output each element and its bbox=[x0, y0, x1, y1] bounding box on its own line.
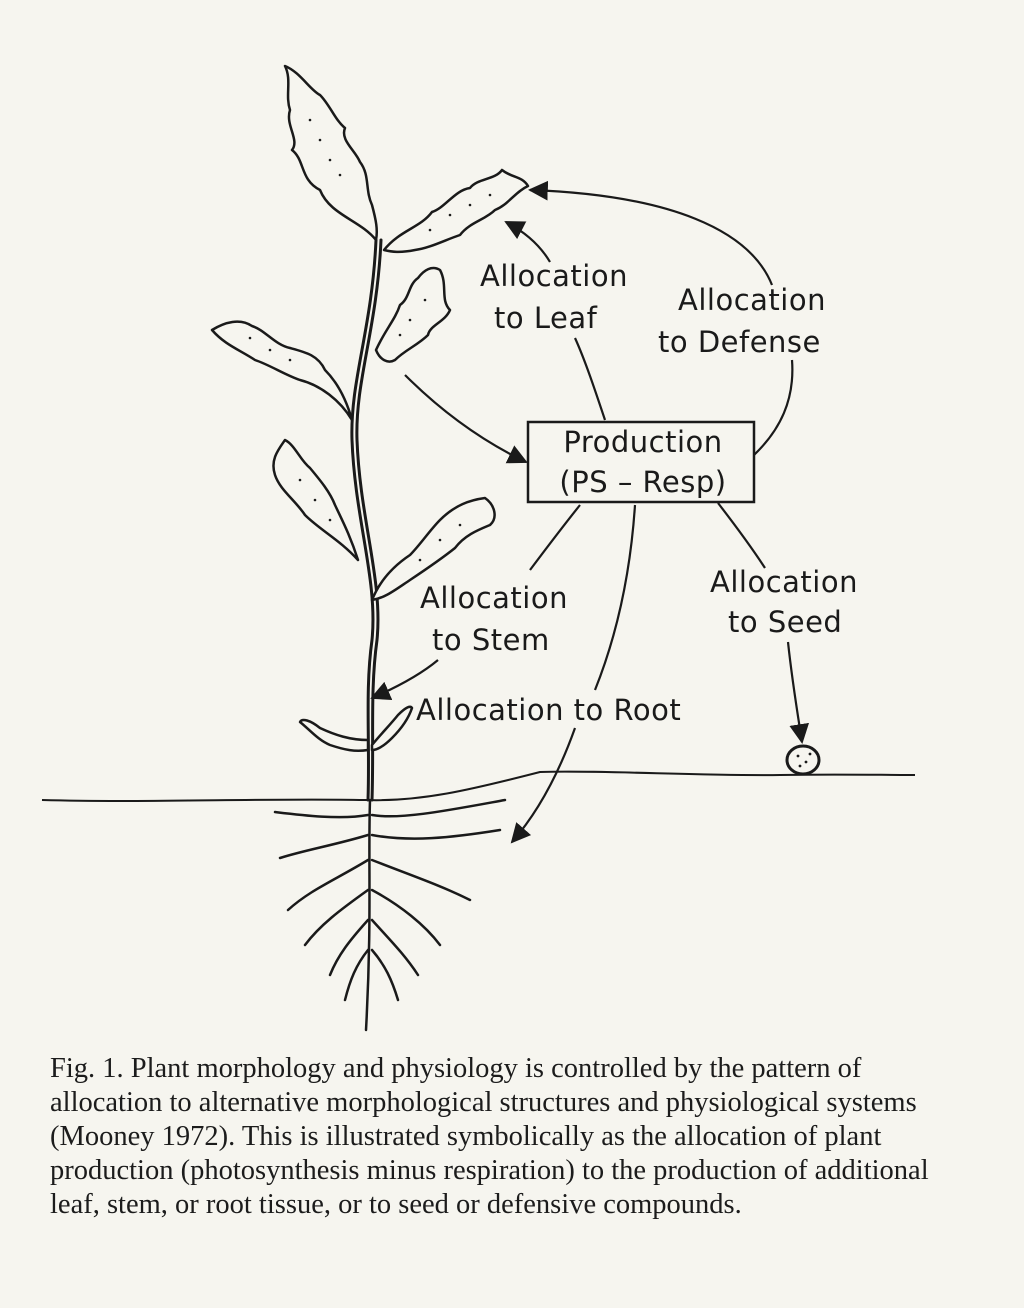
label-leaf-line2: to Leaf bbox=[494, 301, 598, 335]
leaf-mid-left bbox=[212, 322, 352, 420]
arrow-leaf-to-production bbox=[405, 375, 526, 462]
label-seed-line2: to Seed bbox=[728, 605, 843, 639]
production-formula: (PS – Resp) bbox=[559, 465, 727, 499]
seed bbox=[787, 746, 819, 774]
arrow-to-defense bbox=[754, 360, 792, 455]
label-defense-line1: Allocation bbox=[678, 283, 826, 317]
arrow-to-stem bbox=[530, 505, 580, 570]
ground-line bbox=[42, 772, 915, 801]
label-root: Allocation to Root bbox=[416, 693, 682, 727]
leaf-basal-left bbox=[300, 720, 368, 751]
leaf-top bbox=[285, 66, 377, 240]
arrow-to-leaf bbox=[575, 338, 605, 420]
production-title: Production bbox=[563, 425, 723, 459]
leaf-mid-right bbox=[376, 268, 450, 362]
plant-roots bbox=[275, 800, 505, 1030]
arrow-to-root bbox=[595, 505, 635, 690]
label-leaf-line1: Allocation bbox=[480, 259, 628, 293]
arrow-to-seed bbox=[718, 503, 765, 568]
label-stem-line2: to Stem bbox=[432, 623, 550, 657]
leaf-basal-right bbox=[372, 707, 412, 750]
label-seed-line1: Allocation bbox=[710, 565, 858, 599]
label-stem-line1: Allocation bbox=[420, 581, 568, 615]
plant-stem bbox=[352, 240, 381, 800]
label-defense-line2: to Defense bbox=[658, 325, 821, 359]
figure-caption: Fig. 1. Plant morphology and physiology is controlled by the pattern of allocation to alternative morphological structures and physiological systems (Mooney 1972). This is illustrated symbolically as the allocation of plant production (photosynthesis minus respiration) to the production of additional leaf, stem, or root tissue, or to seed or defensive compounds. bbox=[50, 1053, 929, 1220]
leaf-upper-right bbox=[384, 170, 528, 252]
